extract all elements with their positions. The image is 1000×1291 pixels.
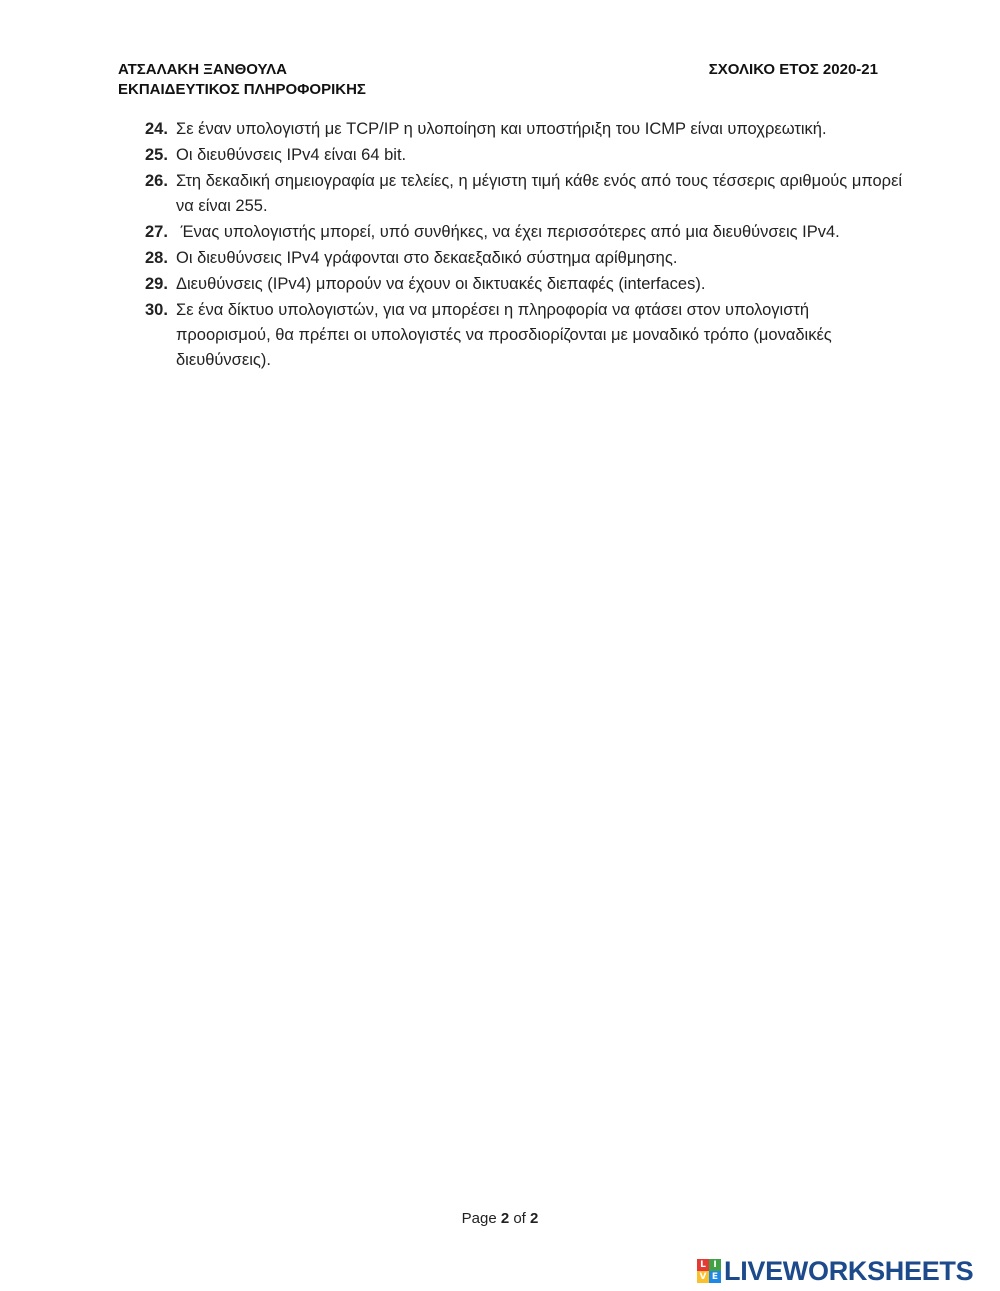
logo-square: L [697, 1259, 709, 1271]
question-text: Στη δεκαδική σημειογραφία με τελείες, η μέγιστη τιμή κάθε ενός από τους τέσσερις αριθμούς μπορεί να είναι 255. [176, 172, 907, 215]
question-text: Σε έναν υπολογιστή με TCP/IP η υλοποίηση και υποστήριξη του ICMP είναι υποχρεωτική. [176, 120, 827, 138]
logo-square: E [709, 1271, 721, 1283]
question-number: 28. [145, 249, 168, 267]
question-item [145, 246, 905, 271]
liveworksheets-brand[interactable] [697, 1256, 973, 1286]
question-text: Οι διευθύνσεις IPv4 είναι 64 bit. [176, 146, 407, 164]
page-current: 2 [500, 1210, 510, 1227]
logo-square: V [697, 1271, 709, 1283]
brand-name: LIVEWORKSHEETS [724, 1256, 974, 1286]
question-item [145, 220, 905, 245]
liveworksheets-logo-icon [697, 1259, 721, 1283]
question-number: 30. [145, 301, 168, 319]
author-role: ΕΚΠΑΙΔΕΥΤΙΚΟΣ ΠΛΗΡΟΦΟΡΙΚΗΣ [118, 81, 366, 98]
page-prefix: Page [461, 1210, 501, 1227]
logo-square: I [709, 1259, 721, 1271]
page-number [0, 1210, 1000, 1227]
document-header-left [118, 60, 366, 100]
question-item [145, 117, 905, 142]
question-text: Οι διευθύνσεις IPv4 γράφονται στο δεκαεξαδικό σύστημα αρίθμησης. [176, 249, 678, 267]
school-year: ΣΧΟΛΙΚΟ ΕΤΟΣ 2020-21 [708, 61, 878, 78]
question-list [145, 117, 905, 374]
question-number: 24. [145, 120, 168, 138]
question-number: 29. [145, 275, 168, 293]
question-item [145, 169, 905, 219]
question-number: 25. [145, 146, 168, 164]
question-text: Σε ένα δίκτυο υπολογιστών, για να μπορέσει η πληροφορία να φτάσει στον υπολογιστή προορισμού, θα πρέπει οι υπολογιστές να προσδιορίζονται με μοναδικό τρόπο (μοναδικές διευθύνσεις). [176, 301, 837, 369]
question-item [145, 143, 905, 168]
author-name: ΑΤΣΑΛΑΚΗ ΞΑΝΘΟΥΛΑ [118, 61, 287, 78]
page-total: 2 [530, 1210, 539, 1227]
page-of: of [509, 1210, 531, 1227]
question-text: Ένας υπολογιστής μπορεί, υπό συνθήκες, να έχει περισσότερες από μια διευθύνσεις IPv4. [176, 223, 840, 241]
question-number: 26. [145, 172, 168, 190]
question-text: Διευθύνσεις (IPv4) μπορούν να έχουν οι δικτυακές διεπαφές (interfaces). [176, 275, 706, 293]
question-item [145, 272, 905, 297]
question-item [145, 298, 905, 373]
question-number: 27. [145, 223, 168, 241]
